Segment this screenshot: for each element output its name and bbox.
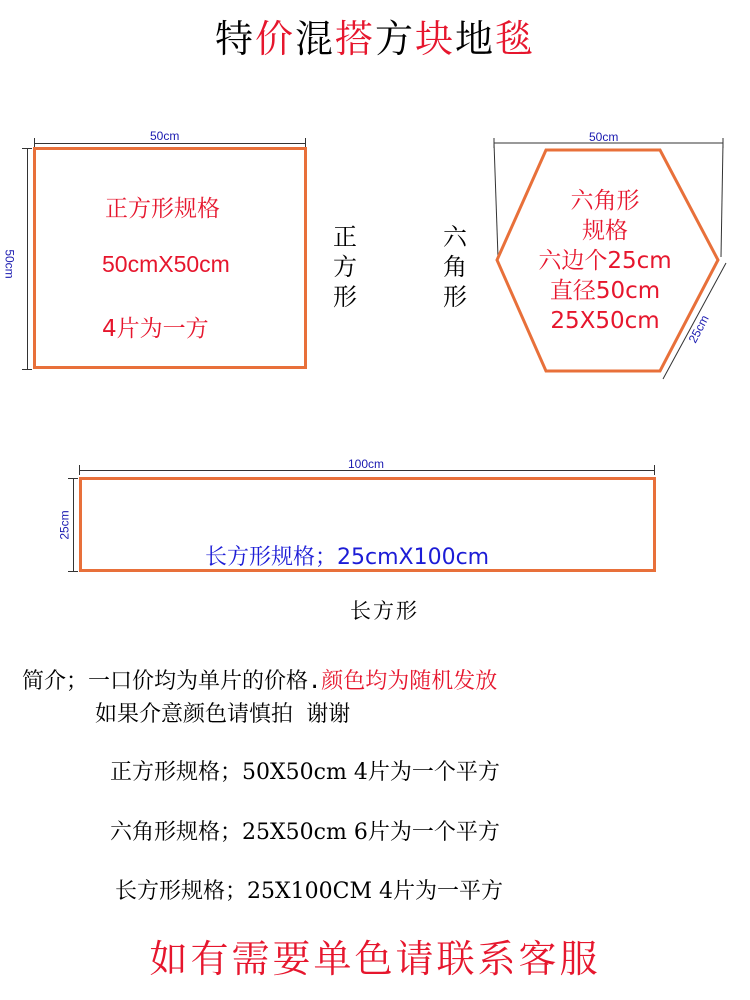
contact-notice: 如有需要单色请联系客服: [149, 937, 601, 981]
intro-line-1: [22, 664, 497, 695]
hexagon-top-dim: 50cm: [589, 130, 619, 144]
square-side-dim: 50cm: [2, 249, 17, 279]
dim-tick: [22, 148, 32, 149]
square-top-dim-line: [34, 143, 306, 144]
caption-char: 六: [443, 223, 467, 251]
rect-top-dim: 100cm: [348, 457, 385, 471]
intro-line-2: 如果介意颜色请慎拍 谢谢: [95, 702, 351, 727]
title-char: 地: [455, 17, 496, 61]
caption-char: 正: [333, 223, 357, 251]
caption-char: 方: [333, 253, 357, 281]
square-top-dim: 50cm: [150, 129, 180, 143]
page-title: [0, 14, 750, 64]
dim-tick: [68, 571, 78, 572]
hexagon-side-dim: 25cm: [685, 312, 712, 346]
dim-tick: [654, 465, 655, 475]
square-label-2: 50cmX50cm: [102, 251, 230, 277]
caption-char: 角: [443, 253, 467, 281]
hexagon-label-2: 规格: [582, 218, 628, 244]
hexagon-labels: [530, 186, 680, 336]
dim-tick: [68, 478, 78, 479]
rect-side-dim-line: [73, 478, 74, 572]
title-char: 搭: [334, 17, 375, 61]
spec-rectangle: 长方形规格；25X100CM 4片为一平方: [115, 879, 503, 904]
dim-tick: [22, 369, 32, 370]
title-char: 块: [415, 17, 456, 61]
title-char: 方: [375, 17, 416, 61]
caption-char: 形: [333, 283, 357, 311]
intro-highlight: 颜色均为随机发放: [321, 669, 498, 694]
intro-prefix: 简介；一口价均为单片的价格.: [22, 669, 322, 694]
title-char: 混: [294, 17, 335, 61]
dim-tick: [79, 465, 80, 475]
rectangle-label: 长方形规格；25cmX100cm: [205, 545, 490, 570]
title-char: 毯: [495, 17, 536, 61]
title-char: 价: [254, 17, 295, 61]
title-char: 特: [214, 17, 255, 61]
caption-char: 形: [443, 283, 467, 311]
hexagon-caption: [440, 222, 470, 312]
spec-hexagon: 六角形规格；25X50cm 6片为一个平方: [110, 820, 500, 845]
rect-side-dim: 25cm: [57, 510, 72, 540]
hexagon-label-5: 25X50cm: [550, 308, 660, 334]
hexagon-label-3: 六边个25cm: [538, 248, 672, 274]
square-caption: [330, 222, 360, 312]
square-label-1: 正方形规格: [105, 196, 220, 222]
rectangle-caption: 长方形: [350, 599, 419, 623]
spec-square: 正方形规格；50X50cm 4片为一个平方: [110, 760, 500, 785]
hexagon-label-1: 六角形: [570, 188, 640, 214]
square-side-dim-line: [27, 148, 28, 370]
square-label-3: 4片为一方: [102, 316, 209, 342]
hexagon-label-4: 直径50cm: [549, 278, 661, 304]
